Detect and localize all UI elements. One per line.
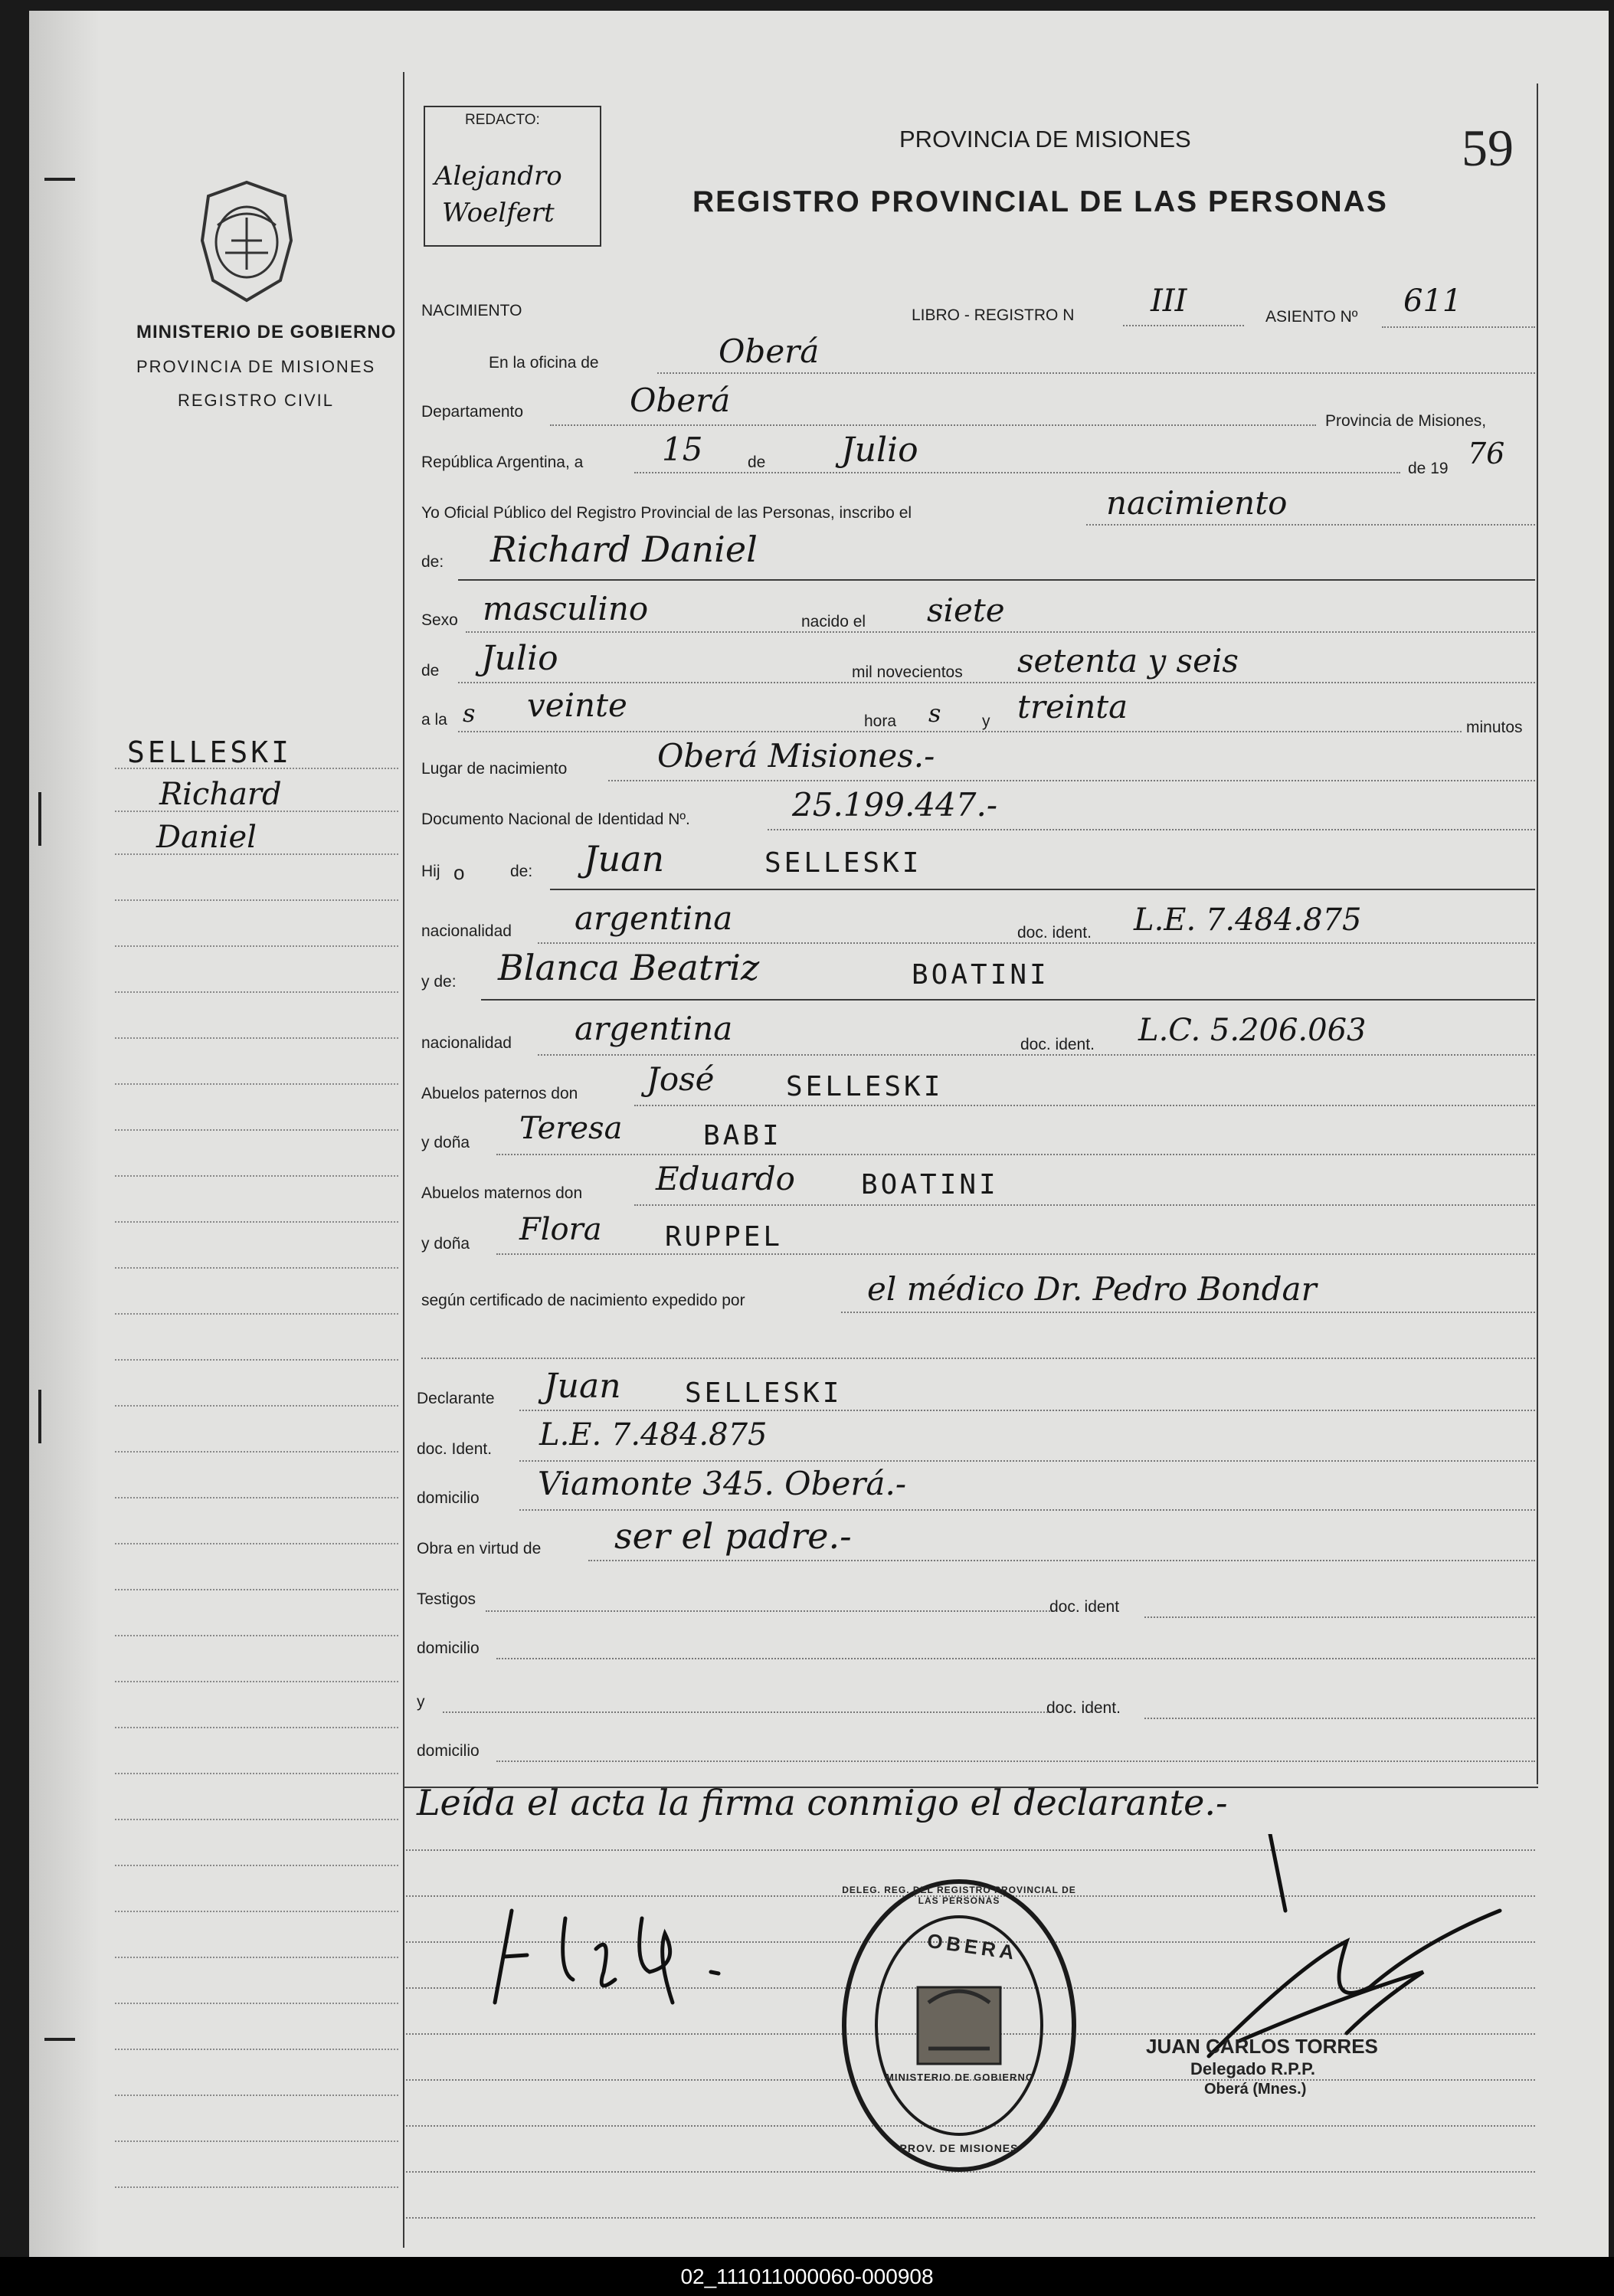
registered-name: Richard Daniel	[490, 529, 758, 570]
departamento-line	[550, 424, 1316, 426]
seal-registry: REGISTRO CIVIL	[178, 391, 335, 410]
margin-rule	[115, 2049, 398, 2050]
dni-label: Documento Nacional de Identidad Nº.	[421, 811, 690, 828]
margin-rule	[115, 1727, 398, 1728]
margin-rule	[115, 1313, 398, 1315]
margin-rule	[115, 2003, 398, 2004]
margin-rule	[115, 768, 398, 769]
margin-first-name: Richard	[159, 777, 282, 812]
abuela-mat-surname: RUPPEL	[665, 1221, 784, 1253]
declarante-line	[519, 1410, 1535, 1411]
abuelo-mat-surname: BOATINI	[861, 1169, 999, 1200]
margin-rule	[115, 1543, 398, 1544]
domicilio-label: domicilio	[417, 1489, 480, 1507]
declarante-domicilio: Viamonte 345. Oberá.-	[538, 1465, 907, 1502]
hijo-o: o	[453, 861, 465, 884]
hora-line	[458, 731, 1462, 732]
margin-rule	[115, 1497, 398, 1498]
father-nac-line	[538, 942, 1535, 944]
republica-label: República Argentina, a	[421, 454, 584, 471]
father-nac-label: nacionalidad	[421, 922, 512, 940]
header-province: PROVINCIA DE MISIONES	[899, 126, 1191, 152]
page-number: 59	[1462, 119, 1514, 177]
obra-line	[588, 1560, 1535, 1561]
mother-surname: BOATINI	[912, 959, 1049, 991]
name-line	[458, 579, 1535, 581]
margin-rule	[115, 1957, 398, 1958]
y-label: y	[982, 712, 990, 730]
margin-rule	[115, 1451, 398, 1453]
certificado-line	[841, 1312, 1535, 1313]
mother-nac: argentina	[575, 1010, 733, 1047]
hijo-label-b: de:	[510, 863, 533, 880]
oficial-line	[1086, 524, 1535, 526]
abuelo-mat-first: Eduardo	[656, 1160, 795, 1197]
redacto-label: REDACTO:	[465, 112, 540, 128]
closing-text: Leída el acta la firma conmigo el declarante.-	[417, 1782, 1228, 1823]
father-line	[550, 889, 1535, 890]
docident-line	[519, 1460, 1535, 1462]
minutes-value: treinta	[1017, 688, 1128, 725]
official-place: Oberá (Mnes.)	[1204, 2081, 1307, 2098]
date-month: Julio	[841, 431, 918, 470]
domicilio-line	[519, 1509, 1535, 1511]
binding-mark	[44, 2038, 75, 2041]
certificado-line-2	[421, 1358, 1535, 1359]
testigos-label: Testigos	[417, 1590, 476, 1608]
docident-label: doc. Ident.	[417, 1440, 493, 1458]
hijo-label-a: Hij	[421, 863, 440, 880]
header-title: REGISTRO PROVINCIAL DE LAS PERSONAS	[692, 185, 1388, 218]
abuela-mat-first: Flora	[519, 1212, 602, 1247]
province-emblem-icon	[195, 179, 299, 303]
margin-rule	[115, 1635, 398, 1636]
binding-mark	[38, 792, 57, 846]
margin-rule	[115, 1865, 398, 1866]
signature-rule	[406, 2217, 1535, 2219]
margin-rule	[115, 1819, 398, 1820]
yde-label: y de:	[421, 973, 457, 991]
margin-rule	[115, 1129, 398, 1131]
abuelos-mat-label: Abuelos maternos don	[421, 1184, 583, 1202]
domicilio3-label: domicilio	[417, 1742, 480, 1760]
obra-value: ser el padre.-	[614, 1515, 852, 1557]
image-id-footer: 02_111011000060-000908	[0, 2257, 1614, 2296]
departamento-value: Oberá	[630, 382, 731, 419]
abuela-pat-first: Teresa	[519, 1111, 623, 1146]
asiento-line	[1382, 326, 1535, 328]
redacto-box	[424, 106, 601, 247]
birth-month: Julio	[481, 639, 558, 678]
libro-label: LIBRO - REGISTRO N	[912, 306, 1075, 324]
hora-s: s	[928, 699, 941, 728]
document-page	[29, 11, 1609, 2257]
oficial-value: nacimiento	[1106, 484, 1288, 522]
margin-rule	[115, 991, 398, 993]
date-line	[634, 472, 1400, 473]
declarante-surname: SELLESKI	[685, 1377, 843, 1409]
docident2-line	[1144, 1616, 1535, 1618]
libro-value: III	[1151, 283, 1187, 319]
official-title: Delegado R.P.P.	[1190, 2059, 1316, 2078]
lugar-line	[608, 780, 1535, 781]
hour-value: veinte	[527, 686, 627, 724]
official-name: JUAN CARLOS TORRES	[1146, 2035, 1378, 2058]
father-doc-label: doc. ident.	[1017, 924, 1092, 942]
declarant-signature	[481, 1888, 833, 2018]
margin-rule	[115, 899, 398, 901]
declarante-doc: L.E. 7.484.875	[539, 1417, 768, 1453]
margin-rule	[115, 2186, 398, 2188]
alas-label: a la	[421, 711, 447, 729]
lugar-label: Lugar de nacimiento	[421, 760, 568, 778]
mother-doc: L.C. 5.206.063	[1138, 1013, 1367, 1048]
oficina-label: En la oficina de	[489, 354, 599, 372]
margin-rule	[115, 853, 398, 855]
oficina-value: Oberá	[719, 332, 820, 370]
oficina-line	[657, 372, 1535, 374]
de3-label: de	[421, 662, 440, 680]
stamp-ring-text: DELEG. REG. DEL REGISTRO PROVINCIAL DE LAS PERSONAS	[842, 1885, 1076, 1906]
domicilio3-line	[496, 1760, 1535, 1762]
de2-label: de:	[421, 553, 444, 571]
form-type: NACIMIENTO	[421, 302, 522, 319]
father-doc: L.E. 7.484.875	[1134, 902, 1362, 938]
mother-nac-label: nacionalidad	[421, 1034, 512, 1052]
mother-doc-label: doc. ident.	[1020, 1036, 1095, 1053]
year-label: de 19	[1408, 460, 1449, 477]
docident3-label: doc. ident.	[1046, 1699, 1121, 1717]
abuela-pat-surname: BABI	[703, 1120, 782, 1151]
nacido-label: nacido el	[801, 613, 866, 630]
oficial-text: Yo Oficial Público del Registro Provincial de las Personas, inscribo el	[421, 504, 912, 522]
margin-rule	[115, 1589, 398, 1590]
abuelo-mat-line	[634, 1204, 1535, 1206]
nacido-value: siete	[927, 591, 1005, 629]
abuelo-pat-line	[634, 1105, 1535, 1106]
margin-rule	[115, 945, 398, 947]
abuelo-pat-surname: SELLESKI	[786, 1071, 944, 1102]
father-surname: SELLESKI	[764, 847, 922, 879]
margin-rule	[115, 1083, 398, 1085]
month-line	[458, 682, 1535, 683]
certificado-label: según certificado de nacimiento expedido por	[421, 1292, 745, 1309]
mother-line	[481, 999, 1535, 1001]
mother-nac-line	[538, 1054, 1535, 1056]
registry-stamp	[836, 1872, 1082, 2179]
binding-mark	[38, 1390, 57, 1443]
redacto-name-2: Woelfert	[442, 198, 555, 228]
stamp-seal-icon	[836, 1872, 1082, 2179]
margin-rule	[115, 1405, 398, 1407]
binding-shadow	[29, 11, 100, 2257]
testigos-line	[486, 1610, 1053, 1612]
hora-label: hora	[864, 712, 897, 730]
father-nac: argentina	[575, 899, 733, 937]
father-first: Juan	[584, 838, 665, 879]
margin-rule	[115, 2140, 398, 2142]
seal-ministry: MINISTERIO DE GOBIERNO	[136, 322, 397, 342]
dni-value: 25.199.447.-	[792, 786, 998, 824]
y2-label: y	[417, 1693, 425, 1711]
departamento-label: Departamento	[421, 403, 524, 421]
y2-line	[443, 1711, 1048, 1713]
abuela-pat-line	[496, 1154, 1535, 1155]
redacto-name-1: Alejandro	[434, 161, 562, 192]
official-signature	[1193, 1834, 1515, 2064]
margin-rule	[115, 1037, 398, 1039]
year-value: 76	[1468, 437, 1505, 470]
abuela-mat-line	[496, 1253, 1535, 1255]
asiento-value: 611	[1403, 283, 1462, 319]
margin-rule	[115, 1267, 398, 1269]
margin-second-name: Daniel	[156, 820, 257, 855]
mother-first: Blanca Beatriz	[498, 947, 760, 988]
libro-line	[1123, 325, 1244, 326]
form-right-border	[1537, 84, 1538, 1784]
date-de-label: de	[748, 454, 766, 471]
margin-rule	[115, 1681, 398, 1682]
form-left-border	[403, 72, 404, 2248]
certificado-value: el médico Dr. Pedro Bondar	[867, 1270, 1317, 1308]
domicilio2-label: domicilio	[417, 1639, 480, 1657]
margin-rule	[115, 811, 398, 812]
sexo-value: masculino	[483, 590, 649, 627]
binding-mark	[44, 178, 75, 181]
alas-s: s	[463, 699, 476, 728]
margin-rule	[115, 1175, 398, 1177]
margin-surname: SELLESKI	[127, 735, 293, 769]
margin-rule	[115, 2095, 398, 2096]
docident2-label: doc. ident	[1049, 1598, 1120, 1616]
declarante-label: Declarante	[417, 1390, 495, 1407]
minutos-label: minutos	[1466, 719, 1523, 736]
obra-label: Obra en virtud de	[417, 1540, 542, 1557]
ydona-mat-label: y doña	[421, 1235, 470, 1253]
seal-province: PROVINCIA DE MISIONES	[136, 357, 376, 376]
provincia-label: Provincia de Misiones,	[1325, 412, 1487, 430]
stamp-center-top: OBERA	[925, 1928, 1020, 1965]
margin-rule	[115, 1773, 398, 1774]
date-day: 15	[662, 431, 703, 468]
mil-label: mil novecientos	[852, 663, 963, 681]
stamp-center-bottom: MINISTERIO DE GOBIERNO	[886, 2072, 1034, 2083]
birth-year-words: setenta y seis	[1017, 642, 1239, 680]
lugar-value: Oberá Misiones.-	[657, 737, 935, 775]
margin-rule	[115, 1359, 398, 1361]
dni-line	[768, 829, 1535, 830]
province-emblem	[195, 179, 299, 303]
docident3-line	[1144, 1718, 1535, 1719]
asiento-label: ASIENTO Nº	[1265, 308, 1358, 326]
abuelos-pat-label: Abuelos paternos don	[421, 1085, 578, 1102]
sexo-line	[466, 631, 1535, 633]
stamp-bottom: PROV. DE MISIONES	[899, 2142, 1019, 2154]
sexo-label: Sexo	[421, 611, 458, 629]
abuelo-pat-first: José	[647, 1060, 715, 1098]
margin-rule	[115, 1911, 398, 1912]
margin-rule	[115, 1221, 398, 1223]
ydona-pat-label: y doña	[421, 1134, 470, 1151]
domicilio2-line	[496, 1658, 1535, 1659]
declarante-first: Juan	[544, 1367, 621, 1406]
